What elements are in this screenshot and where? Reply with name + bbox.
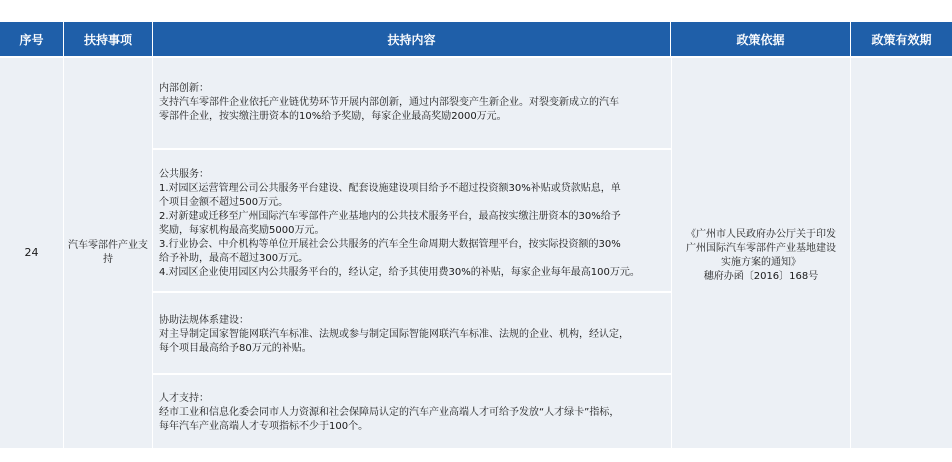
content-divider	[153, 148, 671, 150]
header-cell-policy: 政策依据	[671, 22, 851, 56]
content-divider	[153, 373, 671, 375]
table-row	[0, 58, 952, 448]
content-block-talent: 人才支持： 经市工业和信息化委会同市人力资源和社会保障局认定的汽车产业高端人才可给予发放“人才绿卡”指标， 每年汽车产业高端人才专项指标不少于100个。	[153, 392, 671, 434]
row-number: 24	[0, 58, 63, 448]
support-item-cell	[64, 58, 152, 448]
header-cell-validity: 政策有效期	[851, 22, 952, 56]
block-title: 协助法规体系建设：	[159, 315, 249, 326]
header-cell-content: 扶持内容	[153, 22, 671, 56]
content-block-internal-innovation: 内部创新： 支持汽车零部件企业依托产业链优势环节开展内部创新，通过内部裂变产生新企业。对裂变新成立的汽车 零部件企业，按实缴注册资本的10%给予奖励，每家企业最高奖励2000万元。	[153, 82, 671, 124]
header-cell-item: 扶持事项	[64, 22, 153, 56]
content-divider	[153, 291, 671, 293]
policy-validity-cell	[851, 58, 952, 448]
support-content-cell	[153, 58, 671, 448]
block-title: 人才支持：	[159, 393, 209, 404]
policy-basis-text: 《广州市人民政府办公厅关于印发 广州国际汽车零部件产业基地建设 实施方案的通知》 穗府办函〔2016〕168号	[686, 229, 836, 282]
content-block-public-service: 公共服务： 1.对园区运营管理公司公共服务平台建设、配套设施建设项目给予不超过投资额30%补贴或贷款贴息，单 个项目金额不超过500万元。 2.对新建或迁移至广州国际汽车零部件产业基地内的公共技术服务平台，最高按实缴注册资本的30%给予 奖励，每家机构最高奖励5000万元。 3.行业协会、中介机构等单位开展社会公共服务的汽车全生命周期大数据管理平台，按实际投资额的30% 给予补助，最高不超过300万元。 4.对园区企业使用园区内公共服务平台的，经认定，给予其使用费30%的补贴，每家企业每年最高100万元。	[153, 168, 671, 280]
block-title: 公共服务：	[159, 169, 209, 180]
block-title: 内部创新：	[159, 83, 209, 94]
table-header	[0, 22, 952, 56]
header-cell-no: 序号	[0, 22, 64, 56]
support-item-text: 汽车零部件产业支 持	[68, 240, 148, 265]
policy-basis-cell	[672, 58, 850, 448]
content-block-regulation: 协助法规体系建设： 对主导制定国家智能网联汽车标准、法规或参与制定国际智能网联汽车标准、法规的企业、机构，经认定， 每个项目最高给予80万元的补贴。	[153, 314, 671, 356]
